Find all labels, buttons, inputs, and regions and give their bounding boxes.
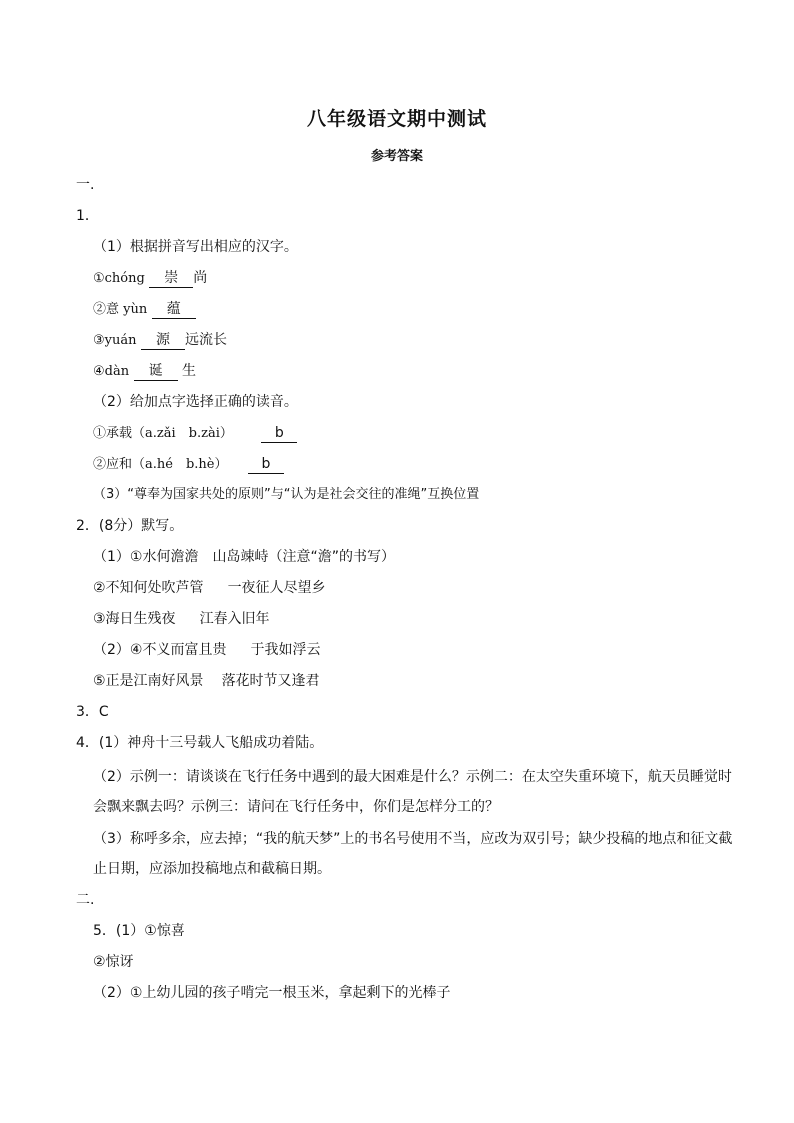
q1-part3-answer: （3）“尊奉为国家共处的原则”与“认为是社会交往的准绳”互换位置 [93, 487, 480, 502]
q2-line-1 [93, 547, 395, 567]
q1-reading-2-blank: b [248, 456, 284, 474]
q1-reading-2 [93, 454, 284, 475]
q2-line-2-b: 一夜征人尽望乡 [227, 580, 326, 596]
q2-line-1-b: 山岛竦峙（注意“澹”的书写） [212, 549, 395, 565]
page-subtitle: 参考答案 [370, 149, 423, 164]
q1-reading-2-prefix: ②应和（a.hé b.hè） [93, 457, 228, 472]
q1-part1-prompt: （1）根据拼音写出相应的汉字。 [93, 239, 298, 255]
q2-line-5-b: 落花时节又逢君 [221, 673, 320, 689]
q1-answer-3-blank: 源 [141, 332, 185, 350]
q5-line-3: （2）①上幼儿园的孩子啃完一根玉米，拿起剩下的光棒子 [93, 985, 451, 1001]
q1-answer-3 [93, 330, 227, 351]
question-2-heading: 2．(8分）默写。 [76, 518, 184, 534]
q1-reading-1 [93, 423, 297, 444]
q5-line-1: 5．(1）①惊喜 [93, 923, 185, 939]
section-1-heading: 一. [76, 177, 95, 193]
section-2-heading: 二. [76, 892, 95, 908]
q1-answer-3-suffix: 远流长 [184, 332, 227, 348]
question-1-number: 1． [76, 208, 99, 224]
q1-answer-1-blank: 崇 [149, 270, 193, 288]
q2-line-1-a: （1）①水何澹澹 [93, 549, 199, 565]
q2-line-5 [93, 671, 320, 691]
q1-reading-1-blank: b [261, 425, 297, 443]
q1-answer-1 [93, 268, 207, 289]
q1-answer-1-suffix: 尚 [193, 270, 208, 286]
q1-answer-1-prefix: ①chóng [93, 271, 145, 286]
q4-line-3: （3）称呼多余，应去掉；“我的航天梦”上的书名号使用不当，应改为双引号；缺少投稿的地点和征文截止日期，应添加投稿地点和截稿日期。 [93, 831, 733, 877]
q1-reading-1-prefix: ①承载（a.zǎi b.zài） [93, 426, 233, 441]
page-title: 八年级语文期中测试 [306, 108, 487, 130]
q1-answer-4-suffix: 生 [182, 363, 197, 379]
q2-line-3-b: 江春入旧年 [199, 611, 270, 627]
q2-line-3 [93, 609, 270, 629]
q1-answer-4-prefix: ④dàn [93, 364, 130, 379]
q1-answer-3-prefix: ③yuán [93, 333, 137, 348]
q1-part2-prompt: （2）给加点字选择正确的读音。 [93, 394, 298, 410]
q2-line-5-a: ⑤正是江南好风景 [93, 673, 204, 689]
q4-line-2: （2）示例一：请谈谈在飞行任务中遇到的最大困难是什么？示例二：在太空失重环境下，航天员睡觉时会飘来飘去吗？示例三：请问在飞行任务中，你们是怎样分工的？ [93, 769, 732, 815]
q2-line-2-a: ②不知何处吹芦管 [93, 580, 204, 596]
question-3-answer: 3．C [76, 704, 109, 720]
q1-answer-2-blank: 蕴 [152, 301, 196, 319]
q1-answer-4-blank: 诞 [134, 363, 178, 381]
q5-line-2: ②惊讶 [93, 954, 134, 970]
q2-line-4 [93, 640, 320, 660]
q1-answer-4 [93, 361, 196, 382]
q2-line-4-a: （2）④不义而富且贵 [93, 642, 227, 658]
q2-line-2 [93, 578, 326, 598]
q2-line-3-a: ③海日生残夜 [93, 611, 176, 627]
q4-line-1: 4．(1）神舟十三号载人飞船成功着陆。 [76, 735, 324, 751]
q2-line-4-b: 于我如浮云 [250, 642, 321, 658]
q1-answer-2-prefix: ②意 yùn [93, 302, 148, 317]
q1-answer-2 [93, 299, 196, 320]
